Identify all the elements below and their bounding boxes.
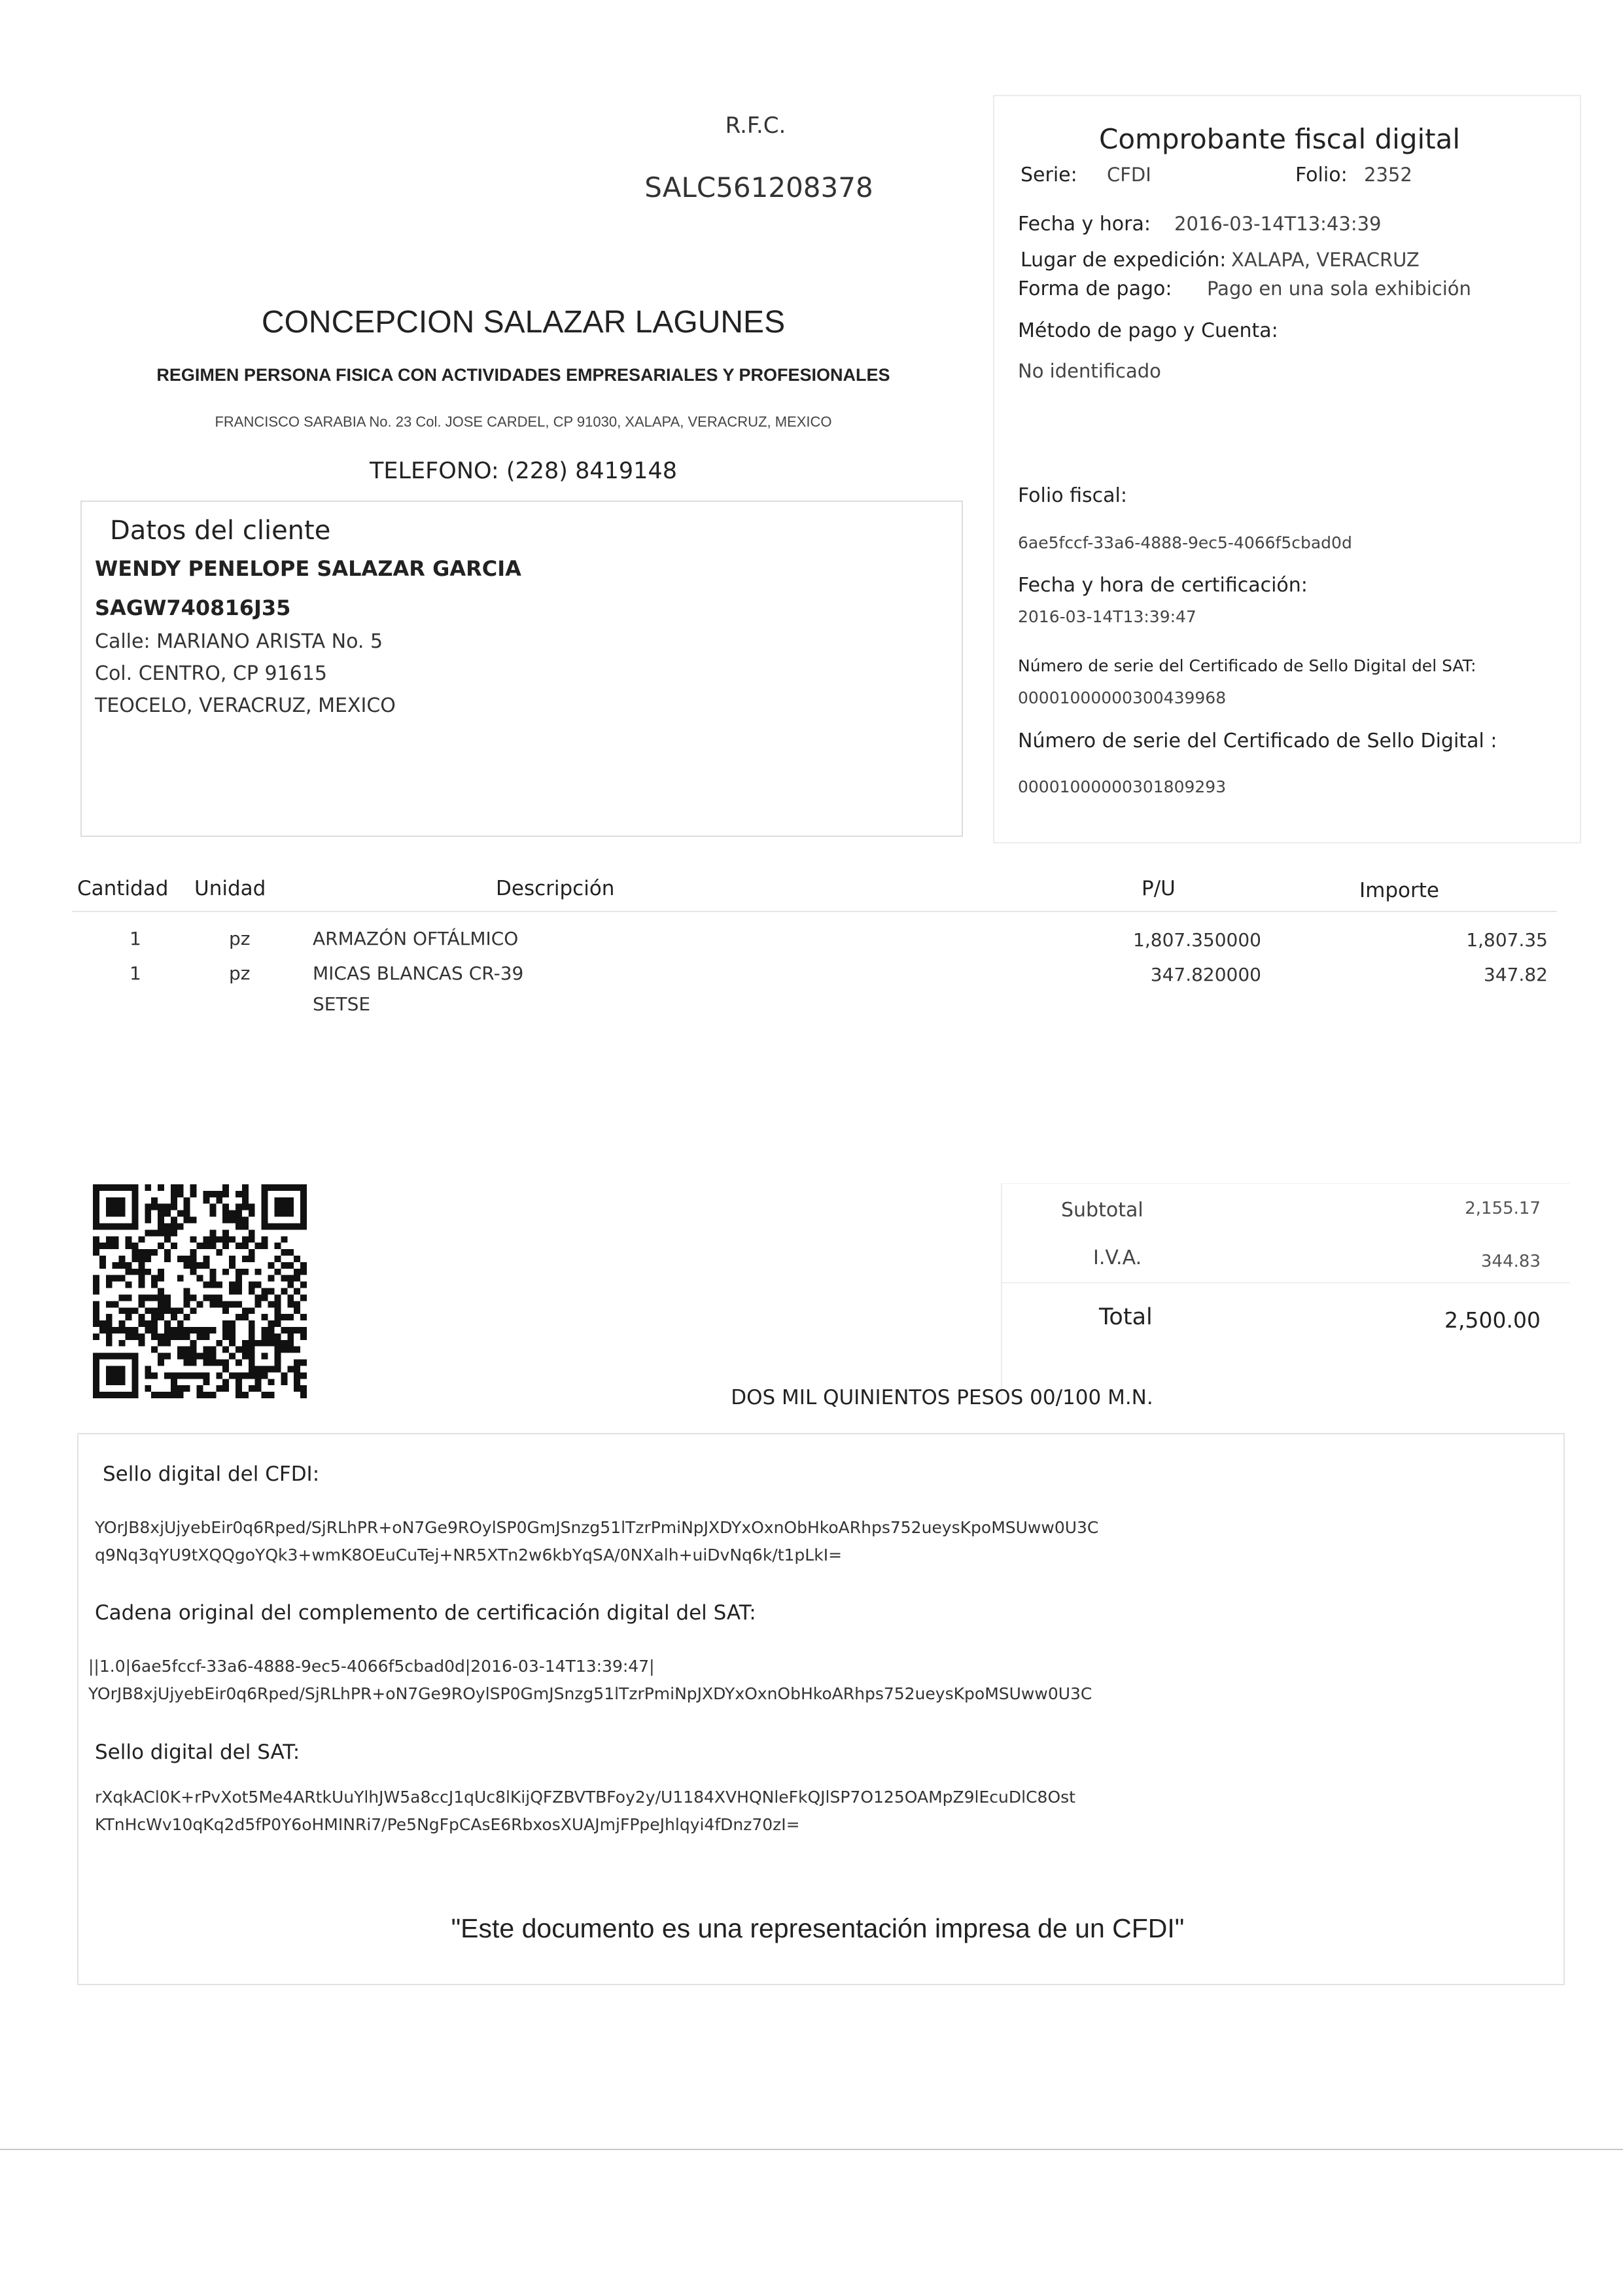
metodo-value: No identificado (1018, 360, 1161, 382)
cfdi-seal-line2: q9Nq3qYU9tXQQgoYQk3+wmK8OEuCuTej+NR5XTn2w6kbYqSA/0NXalh+uiDvNq6k/t1pLkI= (95, 1545, 843, 1564)
row2-descripcion-extra: SETSE (313, 993, 371, 1015)
header-importe: Importe (1359, 879, 1439, 902)
seals-box (77, 1433, 1565, 1985)
row1-descripcion: ARMAZÓN OFTÁLMICO (313, 928, 519, 949)
issuer-address: FRANCISCO SARABIA No. 23 Col. JOSE CARDEL, CP 91030, XALAPA, VERACRUZ, MEXICO (215, 414, 832, 430)
fiscal-title: Comprobante fiscal digital (1099, 123, 1461, 155)
forma-value: Pago en una sola exhibición (1207, 277, 1471, 300)
iva-value: 344.83 (1481, 1252, 1541, 1271)
folio-label: Folio: (1295, 164, 1348, 186)
folio-value: 2352 (1364, 164, 1412, 186)
client-title: Datos del cliente (110, 516, 331, 546)
total-value: 2,500.00 (1444, 1307, 1541, 1333)
cfdi-footer-note: "Este documento es una representación impresa de un CFDI" (451, 1913, 1185, 1943)
chain-line2: YOrJB8xjUjyebEir0q6Rped/SjRLhPR+oN7Ge9ROylSP0GmJSnzg51lTzrPmiNpJXDYxOxnObHkoARhps752ueysKpoMSUww0U3C (88, 1684, 1092, 1703)
row1-unidad: pz (229, 928, 251, 949)
row2-cantidad: 1 (130, 963, 141, 984)
cert-label: Número de serie del Certificado de Sello Digital : (1018, 730, 1497, 752)
folio-fiscal-value: 6ae5fccf-33a6-4888-9ec5-4066f5cbad0d (1018, 533, 1352, 552)
subtotal-label: Subtotal (1061, 1199, 1143, 1222)
cfdi-seal-line1: YOrJB8xjUjyebEir0q6Rped/SjRLhPR+oN7Ge9ROylSP0GmJSnzg51lTzrPmiNpJXDYxOxnObHkoARhps752ueysKpoMSUww0U3C (95, 1518, 1099, 1537)
serie-label: Serie: (1021, 164, 1077, 186)
cfdi-seal-title: Sello digital del CFDI: (103, 1462, 320, 1486)
client-name: WENDY PENELOPE SALAZAR GARCIA (95, 556, 521, 581)
total-label: Total (1099, 1304, 1153, 1330)
sat-seal-line1: rXqkACl0K+rPvXot5Me4ARtkUuYlhJW5a8ccJ1qUc8lKijQFZBVTBFoy2y/U1184XVHQNleFkQJlSP7O125OAMpZ9lEcuDlC8Ost (95, 1788, 1075, 1807)
cert-date-label: Fecha y hora de certificación: (1018, 574, 1308, 597)
forma-label: Forma de pago: (1018, 277, 1172, 300)
sat-cert-label: Número de serie del Certificado de Sello Digital del SAT: (1018, 656, 1476, 675)
issuer-regime: REGIMEN PERSONA FISICA CON ACTIVIDADES EMPRESARIALES Y PROFESIONALES (156, 365, 890, 385)
client-colony: Col. CENTRO, CP 91615 (95, 662, 327, 685)
header-descripcion: Descripción (496, 877, 615, 900)
amount-in-words: DOS MIL QUINIENTOS PESOS 00/100 M.N. (731, 1386, 1153, 1409)
row2-descripcion: MICAS BLANCAS CR-39 (313, 963, 524, 984)
client-city: TEOCELO, VERACRUZ, MEXICO (95, 694, 396, 717)
metodo-label: Método de pago y Cuenta: (1018, 319, 1278, 342)
row2-unidad: pz (229, 963, 251, 984)
fecha-label: Fecha y hora: (1018, 213, 1151, 236)
lugar-value: XALAPA, VERACRUZ (1231, 249, 1420, 271)
header-pu: P/U (1142, 877, 1176, 900)
row1-importe: 1,807.35 (1466, 929, 1548, 951)
issuer-name: CONCEPCION SALAZAR LAGUNES (261, 305, 786, 340)
table-header-rule (72, 911, 1557, 912)
subtotal-value: 2,155.17 (1465, 1199, 1541, 1218)
issuer-phone: TELEFONO: (228) 8419148 (370, 458, 677, 484)
sat-seal-title: Sello digital del SAT: (95, 1740, 300, 1764)
chain-title: Cadena original del complemento de certificación digital del SAT: (95, 1601, 756, 1625)
lugar-label: Lugar de expedición: (1021, 249, 1227, 272)
row2-pu: 347.820000 (1150, 964, 1261, 985)
cert-date-value: 2016-03-14T13:39:47 (1018, 607, 1196, 626)
iva-label: I.V.A. (1093, 1246, 1142, 1269)
chain-line1: ||1.0|6ae5fccf-33a6-4888-9ec5-4066f5cbad0d|2016-03-14T13:39:47| (88, 1657, 655, 1676)
client-rfc: SAGW740816J35 (95, 595, 291, 620)
sat-cert-value: 00001000000300439968 (1018, 688, 1227, 707)
totals-top-rule (1001, 1183, 1570, 1184)
fecha-value: 2016-03-14T13:43:39 (1174, 213, 1382, 235)
page-bottom-rule (0, 2149, 1623, 2150)
total-rule (1001, 1282, 1570, 1283)
serie-value: CFDI (1107, 164, 1151, 186)
header-unidad: Unidad (194, 877, 266, 900)
folio-fiscal-label: Folio fiscal: (1018, 484, 1127, 507)
header-cantidad: Cantidad (77, 877, 169, 900)
issuer-rfc-label: R.F.C. (725, 113, 786, 139)
cert-value: 00001000000301809293 (1018, 777, 1227, 796)
row1-pu: 1,807.350000 (1133, 929, 1261, 951)
row1-cantidad: 1 (130, 928, 141, 949)
row2-importe: 347.82 (1484, 964, 1548, 985)
issuer-rfc: SALC561208378 (644, 171, 873, 203)
sat-seal-line2: KTnHcWv10qKq2d5fP0Y6oHMINRi7/Pe5NgFpCAsE6RbxosXUAJmjFPpeJhlqyi4fDnz70zI= (95, 1815, 800, 1834)
qr-code-image (93, 1184, 307, 1398)
client-street: Calle: MARIANO ARISTA No. 5 (95, 630, 383, 653)
